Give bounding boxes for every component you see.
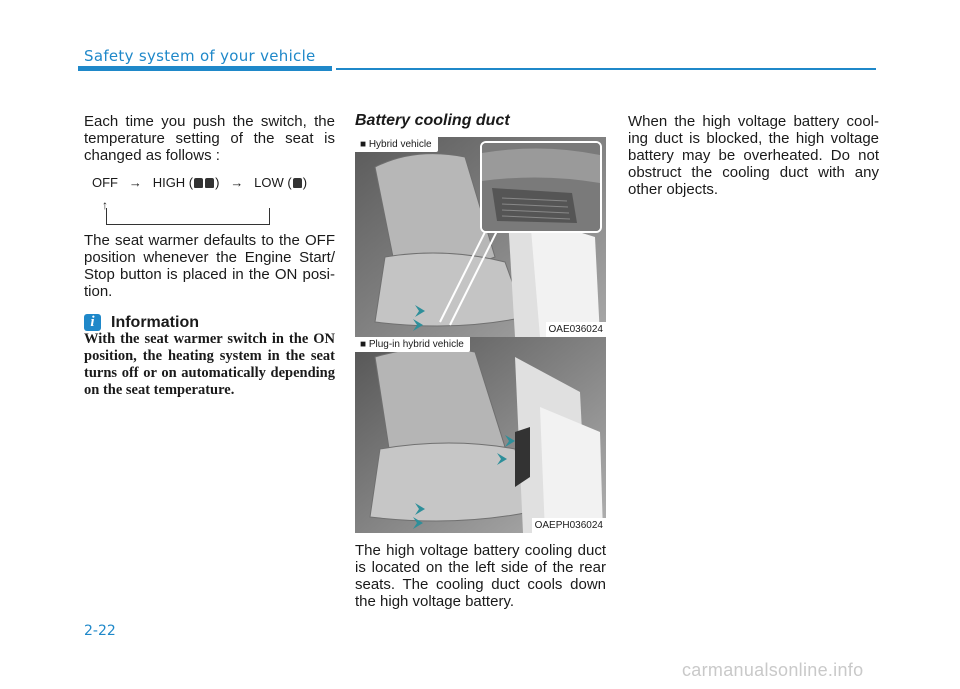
seq-high: HIGH ( (152, 175, 194, 190)
information-heading (84, 314, 335, 331)
sequence-line (92, 174, 307, 191)
middle-column (355, 112, 606, 129)
seq-close: ) (302, 175, 308, 190)
cooling-duct-closeup (480, 141, 602, 233)
right-column (628, 113, 879, 198)
seat-warmer-intro: Each time you push the switch, the temperature setting of the seat is changed as follows : (84, 113, 335, 164)
rear-seat-illustration (355, 337, 606, 533)
seq-arrow-icon: → (230, 175, 244, 190)
seat-heat-icon (205, 178, 214, 188)
seq-off: OFF (92, 175, 118, 190)
seq-close: ) (215, 175, 220, 190)
page-number: 2-22 (84, 623, 116, 639)
return-arrow-icon: ↑ (102, 198, 108, 212)
plug-in-hybrid-photo (355, 337, 606, 533)
return-loop (84, 194, 344, 224)
seq-low: LOW ( (254, 175, 292, 190)
photo-caption-tag: ■ Hybrid vehicle (355, 137, 438, 152)
return-line (106, 208, 270, 225)
left-column (84, 113, 335, 399)
seat-warmer-default-text: The seat warmer defaults to the OFF position whenever the Engine Start/ Stop button is placed in the ON posi- tion. (84, 232, 335, 300)
photo-code: OAEPH036024 (532, 518, 606, 533)
battery-cooling-duct-title: Battery cooling duct (355, 112, 510, 129)
information-title: Information (111, 314, 199, 331)
photo-code: OAE036024 (546, 322, 607, 337)
watermark: carmanualsonline.info (682, 660, 864, 680)
seat-heat-icon (293, 178, 302, 188)
section-header-title: Safety system of your vehicle (84, 47, 316, 65)
temperature-sequence (84, 174, 335, 230)
header-rule (336, 68, 876, 70)
hybrid-vehicle-photo (355, 137, 606, 337)
information-body: With the seat warmer switch in the ON position, the heating system in the seat turns off or on automatically depending on the seat temperature. (84, 331, 335, 398)
middle-column-text (355, 542, 606, 610)
cooling-duct-warning: When the high voltage battery cool- ing duct is blocked, the high voltage battery may be overheated. Do not obstruct the cooling duct with any other objects. (628, 113, 879, 198)
photo-caption-tag: ■ Plug-in hybrid vehicle (355, 337, 470, 352)
info-icon: i (84, 314, 101, 331)
cooling-duct-description: The high voltage battery cooling duct is located on the left side of the rear seats. The cooling duct cools down the high voltage battery. (355, 542, 606, 610)
seq-arrow-icon: → (128, 175, 142, 190)
seat-heat-icon (194, 178, 203, 188)
header-accent-bar (78, 66, 332, 71)
